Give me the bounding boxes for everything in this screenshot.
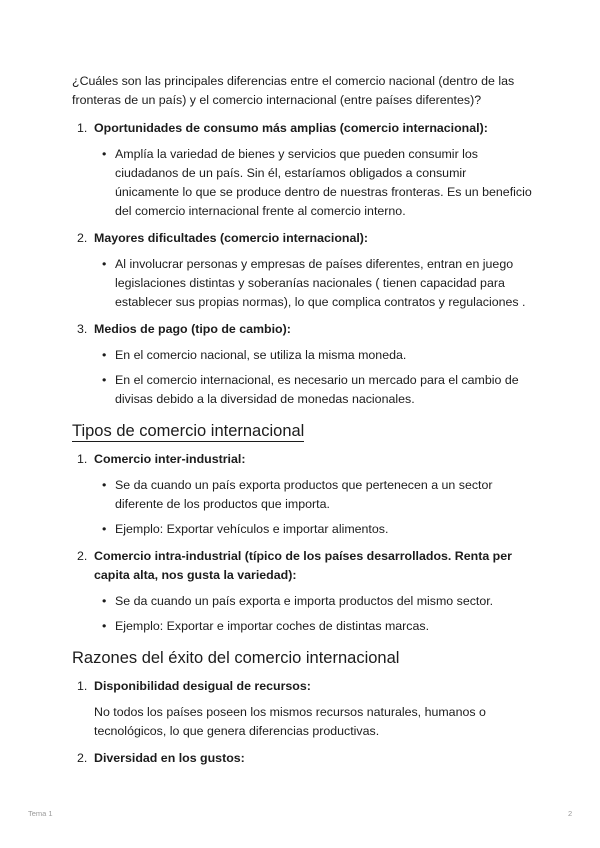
- bullet-item: • En el comercio nacional, se utiliza la misma moneda.: [94, 346, 532, 365]
- bullet-item: • Ejemplo: Exportar e importar coches de distintas marcas.: [94, 617, 532, 636]
- item-title: Disponibilidad desigual de recursos:: [94, 679, 311, 693]
- bullet-list: [94, 592, 532, 636]
- list-item: [72, 229, 532, 312]
- item-number: 2.: [77, 231, 88, 245]
- item-title: Medios de pago (tipo de cambio):: [94, 322, 291, 336]
- item-number: 1.: [77, 679, 88, 693]
- item-number: 2.: [77, 751, 88, 765]
- document-content: [72, 72, 532, 776]
- bullet-item: • En el comercio internacional, es necesario un mercado para el cambio de divisas debido a la diversidad de monedas nacionales.: [94, 371, 532, 409]
- types-list: [72, 450, 532, 636]
- item-title: Comercio inter-industrial:: [94, 452, 246, 466]
- bullet-list: [94, 145, 532, 221]
- footer-topic-label: Tema 1: [28, 809, 53, 818]
- bullet-item: • Se da cuando un país exporta productos que pertenecen a un sector diferente de los productos que importa.: [94, 476, 532, 514]
- bullet-item: • Ejemplo: Exportar vehículos e importar alimentos.: [94, 520, 532, 539]
- intro-question: ¿Cuáles son las principales diferencias entre el comercio nacional (dentro de las fronteras de un país) y el comercio internacional (entre países diferentes)?: [72, 74, 515, 107]
- section-heading-text: Tipos de comercio internacional: [72, 422, 305, 440]
- list-item: [72, 749, 532, 768]
- item-number: 1.: [77, 121, 88, 135]
- differences-list: [72, 119, 532, 409]
- item-title: Comercio intra-industrial (típico de los países desarrollados. Renta per capita alta, nos gusta la variedad):: [94, 549, 512, 582]
- bullet-list: [94, 476, 532, 539]
- list-item: [72, 320, 532, 409]
- item-title: Mayores dificultades (comercio internacional):: [94, 231, 369, 245]
- bullet-item: • Se da cuando un país exporta e importa productos del mismo sector.: [94, 592, 532, 611]
- item-title: Diversidad en los gustos:: [94, 751, 245, 765]
- item-number: 3.: [77, 322, 88, 336]
- list-item: [72, 547, 532, 636]
- item-paragraph: No todos los países poseen los mismos recursos naturales, humanos o tecnológicos, lo que genera diferencias productivas.: [94, 705, 486, 738]
- bullet-list: [94, 346, 532, 409]
- section-heading: [72, 421, 532, 441]
- item-number: 2.: [77, 549, 88, 563]
- item-title: Oportunidades de consumo más amplias (comercio internacional):: [94, 121, 488, 135]
- reasons-list: [72, 677, 532, 768]
- list-item: [72, 450, 532, 539]
- item-number: 1.: [77, 452, 88, 466]
- list-item: [72, 119, 532, 221]
- section-heading: Razones del éxito del comercio internacional: [72, 649, 400, 667]
- list-item: [72, 677, 532, 741]
- footer-page-number: 2: [568, 809, 573, 818]
- bullet-item: • Amplía la variedad de bienes y servicios que pueden consumir los ciudadanos de un país. Sin él, estaríamos obligados a consumir únicamente lo que se produce dentro de nuestras fronteras. Es un beneficio del comercio internacional frente al comercio interno.: [94, 145, 532, 221]
- bullet-item: • Al involucrar personas y empresas de países diferentes, entran en juego legislaciones distintas y soberanías nacionales ( tienen capacidad para establecer sus propias normas), lo que complica contratos y regulaciones .: [94, 255, 532, 312]
- bullet-list: [94, 255, 532, 312]
